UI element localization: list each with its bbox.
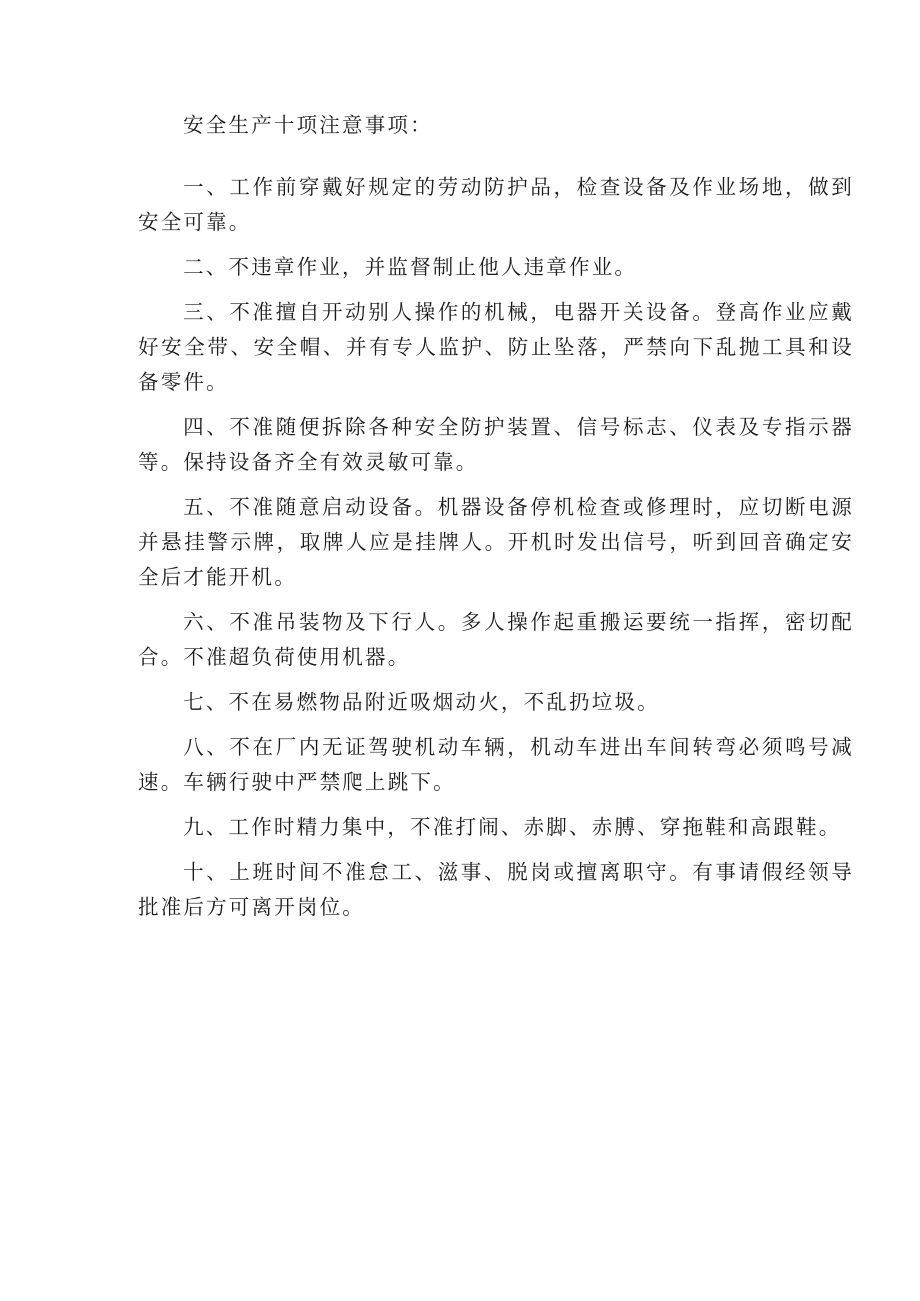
rule-item-2: 二、不违章作业，并监督制止他人违章作业。 [183, 255, 638, 279]
rule-item-10: 十、上班时间不准怠工、滋事、脱岗或擅离职守。有事请假经领导批准后方可离开岗位。 [138, 860, 854, 919]
document-page [138, 108, 854, 935]
rule-item-7: 七、不在易燃物品附近吸烟动火，不乱扔垃圾。 [183, 690, 660, 714]
rule-item-9: 九、工作时精力集中，不准打闹、赤脚、赤膊、穿拖鞋和高跟鞋。 [183, 815, 842, 839]
rule-item-6: 六、不准吊装物及下行人。多人操作起重搬运要统一指挥，密切配合。不准超负荷使用机器。 [138, 610, 854, 669]
document-title: 安全生产十项注意事项： [183, 113, 433, 137]
rule-item-8: 八、不在厂内无证驾驶机动车辆，机动车进出车间转弯必须鸣号减速。车辆行驶中严禁爬上跳下。 [138, 735, 854, 794]
rule-item-4: 四、不准随便拆除各种安全防护装置、信号标志、仪表及专指示器等。保持设备齐全有效灵敏可靠。 [138, 415, 854, 474]
rule-item-1: 一、工作前穿戴好规定的劳动防护品，检查设备及作业场地，做到安全可靠。 [138, 175, 854, 234]
rule-item-5: 五、不准随意启动设备。机器设备停机检查或修理时，应切断电源并悬挂警示牌，取牌人应是挂牌人。开机时发出信号，听到回音确定安全后才能开机。 [138, 495, 854, 589]
rule-item-3: 三、不准擅自开动别人操作的机械，电器开关设备。登高作业应戴好安全带、安全帽、并有专人监护、防止坠落，严禁向下乱抛工具和设备零件。 [138, 300, 854, 394]
